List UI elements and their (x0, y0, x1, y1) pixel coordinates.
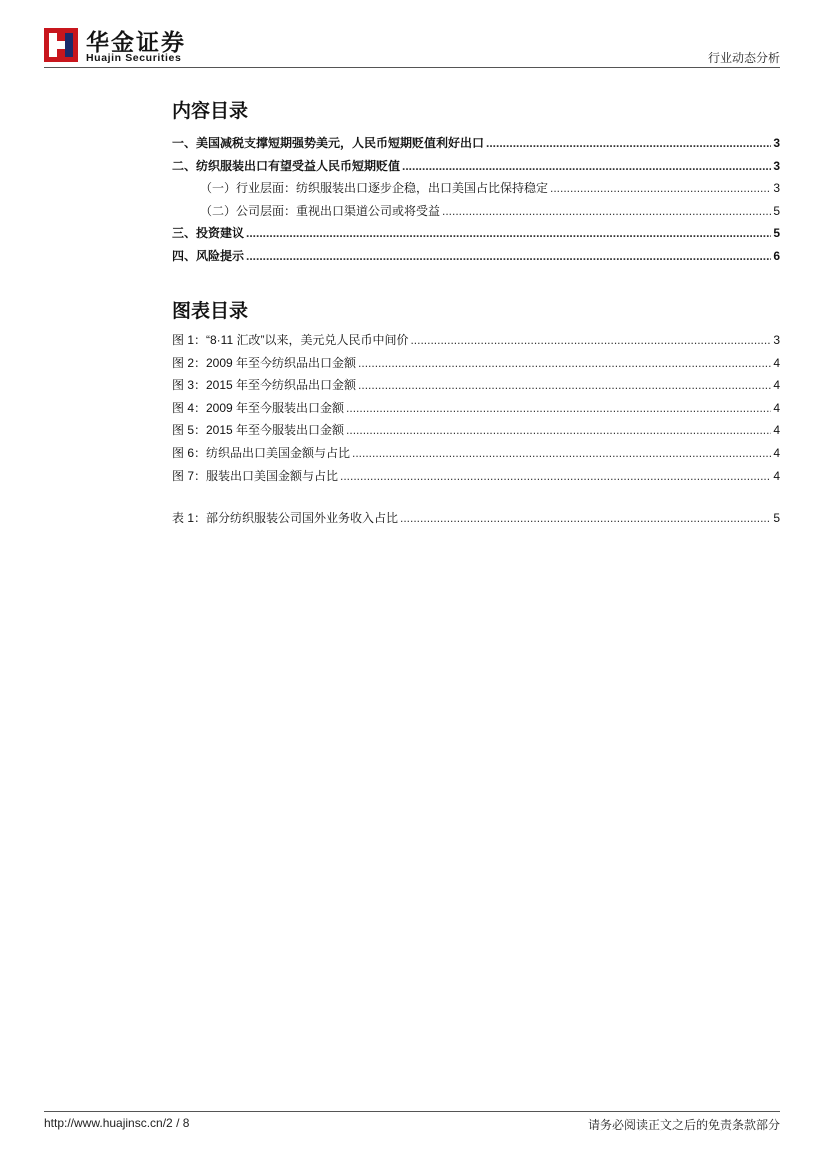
toc-item[interactable] (172, 224, 780, 247)
figure-item-text: 图 1：“8·11 汇改”以来，美元兑人民币中间价 (172, 333, 409, 347)
toc-item-page: 5 (773, 226, 780, 241)
header-divider (44, 67, 780, 68)
figure-item[interactable] (172, 444, 780, 467)
toc-leader (402, 159, 771, 173)
logo-text-en: Huajin Securities (86, 52, 182, 64)
figure-item-text: 图 4：2009 年至今服装出口金额 (172, 400, 345, 415)
toc-item[interactable] (172, 247, 780, 270)
figure-item[interactable] (172, 467, 780, 490)
toc-leader (550, 181, 771, 195)
toc-item[interactable] (172, 179, 780, 202)
toc-leader (410, 333, 771, 347)
table-item[interactable] (172, 509, 780, 532)
figure-item-text: 图 5：2015 年至今服装出口金额 (172, 423, 345, 438)
figure-item-page: 4 (773, 468, 780, 483)
toc-item-text: （二）公司层面：重视出口渠道公司或将受益 (200, 203, 441, 218)
toc-leader (246, 226, 771, 240)
table-item-text: 表 1：部分纺织服装公司国外业务收入占比 (172, 511, 399, 525)
tables-list (172, 509, 780, 532)
toc-item-page: 3 (773, 181, 780, 196)
page-header (0, 0, 827, 70)
figure-item-page: 4 (773, 400, 780, 415)
toc-item-text: 四、风险提示 (172, 248, 245, 263)
contents-title: 内容目录 (172, 101, 249, 122)
toc-item[interactable] (172, 202, 780, 225)
figure-item-text: 图 6：纺织品出口美国金额与占比 (172, 445, 351, 460)
logo-text-cn: 华金证券 (86, 29, 186, 55)
figure-item-page: 4 (773, 423, 780, 438)
figure-item-page: 3 (773, 333, 780, 347)
huajin-logo-icon (44, 28, 78, 62)
toc-leader (358, 356, 771, 370)
toc-item-page: 6 (773, 248, 780, 263)
toc-item-text: 二、纺织服装出口有望受益人民币短期贬值 (172, 158, 401, 173)
toc-leader (346, 423, 771, 437)
figure-item-text: 图 3：2015 年至今纺织品出口金额 (172, 378, 357, 393)
toc-item-text: 一、美国减税支撑短期强势美元，人民币短期贬值利好出口 (172, 136, 485, 150)
figure-item-text: 图 7：服装出口美国金额与占比 (172, 468, 339, 483)
toc-leader (340, 469, 771, 483)
figure-item[interactable] (172, 399, 780, 422)
toc-item-page: 3 (773, 158, 780, 173)
toc-item-text: 三、投资建议 (172, 226, 245, 241)
contents-list (172, 134, 780, 270)
figures-list (172, 331, 780, 489)
report-type: 行业动态分析 (707, 51, 780, 65)
figure-item[interactable] (172, 331, 780, 354)
figures-title: 图表目录 (172, 301, 249, 322)
toc-leader (246, 249, 771, 263)
footer-divider (44, 1111, 780, 1112)
toc-item-text: （一）行业层面：纺织服装出口逐步企稳，出口美国占比保持稳定 (200, 181, 549, 196)
figure-item-page: 4 (773, 355, 780, 370)
toc-item-page: 5 (773, 203, 780, 218)
toc-leader (442, 204, 771, 218)
toc-item[interactable] (172, 157, 780, 180)
toc-leader (400, 511, 771, 525)
figure-item[interactable] (172, 421, 780, 444)
toc-leader (486, 136, 771, 150)
figure-item-page: 4 (773, 445, 780, 460)
figure-item-page: 4 (773, 378, 780, 393)
toc-item-page: 3 (773, 136, 780, 150)
figure-item-text: 图 2：2009 年至今纺织品出口金额 (172, 355, 357, 370)
footer-disclaimer: 请务必阅读正文之后的免责条款部分 (587, 1118, 780, 1132)
toc-leader (358, 378, 771, 392)
figure-item[interactable] (172, 376, 780, 399)
table-item-page: 5 (773, 511, 780, 525)
toc-leader (346, 401, 771, 415)
toc-item[interactable] (172, 134, 780, 157)
toc-leader (352, 446, 771, 460)
footer-url: http://www.huajinsc.cn/2 / 8 (44, 1116, 190, 1130)
figure-item[interactable] (172, 354, 780, 377)
